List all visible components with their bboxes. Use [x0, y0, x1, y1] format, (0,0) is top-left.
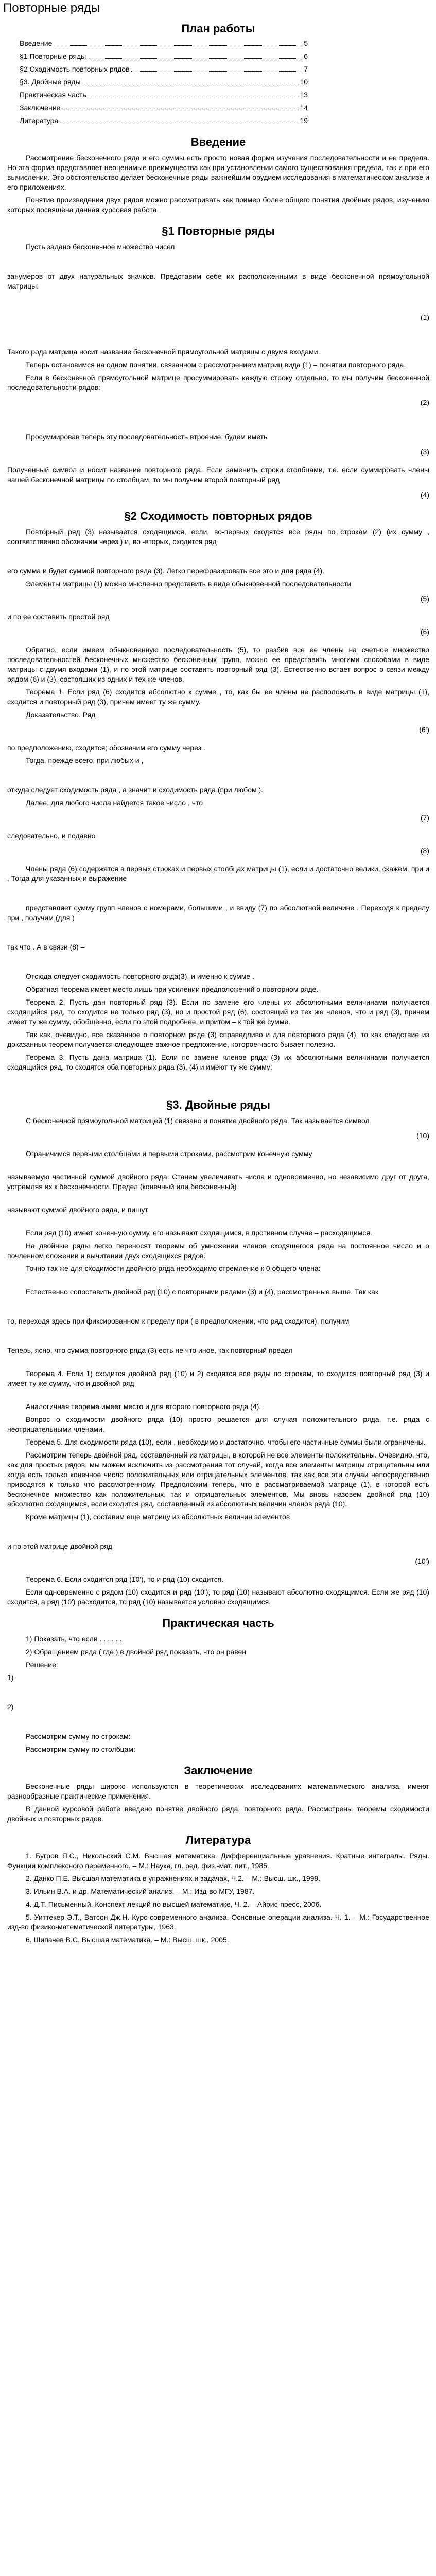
conclusion-heading: Заключение [184, 1764, 253, 1777]
paragraph: Элементы матрицы (1) можно мысленно представить в виде обыкновенной последовательности [26, 580, 352, 588]
equation-number: (3) [420, 448, 429, 456]
paragraph: На двойные ряды легко переносят теоремы об умножении членов сходящегося ряда на постоянное число и о почленном сложении и вычитании двух сходящихся рядов. [7, 1242, 429, 1260]
solution-step: 1) [7, 1673, 14, 1682]
paragraph: Члены ряда (6) содержатся в первых строках и первых столбцах матрицы (1), если и достаточно велики, скажем, при и . Тогда для указанных и выражение [7, 865, 429, 883]
section-1-heading: §1 Повторные ряды [162, 225, 275, 238]
paragraph: Если в бесконечной прямоугольной матрице просуммировать каждую строку отдельно, то мы получим бесконечной последовательности рядов: [7, 374, 429, 392]
plan-heading: План работы [181, 22, 255, 35]
paragraph: Если ряд (10) имеет конечную сумму, его называют сходящимся, в противном случае – расходящимся. [26, 1229, 372, 1237]
toc-leader [82, 77, 299, 84]
toc-item-page: 10 [300, 78, 308, 86]
toc-item-page: 5 [304, 39, 308, 47]
theorem: Теорема 1. Если ряд (6) сходится абсолютно к сумме , то, как бы ее члены не расположить в виде матрицы (1), сходится и повторный ряд (3), причем имеет ту же сумму. [7, 688, 429, 706]
paragraph: Так как, очевидно, все сказанное о повторном ряде (3) справедливо и для повторного ряда (4), то как следствие из доказанных теорем получается следующее важное предложение, которое часто бывает полезно. [7, 1030, 429, 1048]
paragraph: занумеров от двух натуральных значков. Представим себе их расположенными в виде бесконечной прямоугольной матрицы: [7, 272, 429, 290]
exercise: 1) Показать, что если . . . . . . [26, 1635, 122, 1643]
toc-leader [54, 39, 302, 46]
toc-item[interactable] [20, 90, 308, 100]
paragraph: Вопрос о сходимости двойного ряда (10) просто решается для случая положительного ряда, т.е. ряда с неотрицательными членами. [7, 1415, 429, 1433]
exercise: 2) Обращением ряда ( где ) в двойной ряд показать, что он равен [26, 1648, 246, 1656]
toc-item-label: Практическая часть [20, 91, 86, 99]
reference-item: 2. Данко П.Е. Высшая математика в упражнениях и задачах, Ч.2. – М.: Высш. шк., 1999. [26, 1874, 321, 1883]
paragraph: Тогда, прежде всего, при любых и , [26, 756, 144, 765]
paragraph: Далее, для любого числа найдется такое число , что [26, 799, 203, 807]
equation-number: (10') [415, 1557, 429, 1565]
toc-item[interactable] [20, 116, 308, 126]
toc-item-page: 13 [300, 91, 308, 99]
toc-item-label: Заключение [20, 104, 61, 112]
reference-item: 6. Шипачев В.С. Высшая математика. – М.: Высш. шк., 2005. [26, 1936, 229, 1944]
paragraph: и по ее составить простой ряд [7, 613, 110, 621]
paragraph: В данной курсовой работе введено понятие двойного ряда, повторного ряда. Рассмотрены теоремы сходимости двойных и повторных рядов. [7, 1805, 429, 1823]
paragraph: называемую частичной суммой двойного ряда. Станем увеличивать числа и одновременно, но независимо друг от друга, устремляя их к бесконечности. Предел (конечный или бесконечный) [7, 1173, 429, 1191]
paragraph: С бесконечной прямоугольной матрицей (1) связано и понятие двойного ряда. Так называется символ [26, 1116, 370, 1125]
paragraph: и по этой матрице двойной ряд [7, 1542, 112, 1550]
equation-number: (5) [420, 595, 429, 603]
paragraph: так что . А в связи (8) – [7, 943, 85, 951]
paragraph: Просуммировав теперь эту последовательность втроение, будем иметь [26, 433, 268, 441]
literature-heading: Литература [185, 1834, 251, 1846]
paragraph: следовательно, и подавно [7, 832, 96, 840]
paragraph: Теперь, ясно, что сумма повторного ряда (3) есть не что иное, как повторный предел [7, 1346, 293, 1354]
toc-item-page: 19 [300, 116, 308, 125]
equation-number: (6') [419, 725, 429, 734]
reference-list [7, 1851, 429, 1945]
reference-item: 1. Бугров Я.С., Никольский С.М. Высшая математика. Дифференциальные уравнения. Кратные интегралы. Ряды. Функции комплексного переменного. – М.: Наука, гл. ред. физ.-мат. лит., 1985. [7, 1852, 429, 1870]
paragraph: Отсюда следует сходимость повторного ряда(3), и именно к сумме . [26, 972, 254, 980]
paragraph: Кроме матрицы (1), составим еще матрицу из абсолютных величин элементов, [26, 1513, 292, 1521]
paragraph: называют суммой двойного ряда, и пишут [7, 1206, 148, 1214]
reference-item: 3. Ильин В.А. и др. Математический анализ. – М.: Изд-во МГУ, 1987. [26, 1887, 255, 1895]
toc-item-page: 14 [300, 104, 308, 112]
reference-item: 5. Уиттекер Э.Т., Ватсон Дж.Н. Курс современного анализа. Основные операции анализа. Ч. 1. – М.: Государственное изд-во физико-математической литературы, 1963. [7, 1913, 429, 1931]
paragraph: Рассмотрим сумму по столбцам: [26, 1745, 135, 1753]
equation-number: (4) [420, 490, 429, 499]
toc-leader [60, 116, 298, 123]
theorem: Теорема 5. Для сходимости ряда (10), если , необходимо и достаточно, чтобы его частичные суммы были ограничены. [26, 1438, 426, 1446]
toc-leader [88, 52, 302, 59]
page-title: Повторные ряды [3, 1, 100, 15]
toc-leader [88, 90, 299, 97]
paragraph: Ограничимся первыми столбцами и первыми строками, рассмотрим конечную сумму [26, 1149, 312, 1158]
paragraph: Естественно сопоставить двойной ряд (10) с повторными рядами (3) и (4), рассмотренные выше. Так как [26, 1287, 379, 1296]
toc-item[interactable] [20, 77, 308, 87]
toc-leader [62, 103, 298, 110]
paragraph: Повторный ряд (3) называется сходящимся, если, во-первых сходятся все ряды по строкам (2) (их сумму , соответственно обозначим через ) и, во -вторых, сходится ряд [7, 528, 429, 546]
toc-item[interactable] [20, 64, 308, 74]
paragraph: откуда следует сходимость ряда , а значит и сходимость ряда (при любом ). [7, 786, 264, 794]
practice-heading: Практическая часть [162, 1617, 274, 1630]
paragraph: Такого рода матрица носит название бесконечной прямоугольной матрицы с двумя входами. [7, 348, 320, 356]
theorem: Теорема 4. Если 1) сходится двойной ряд (10) и 2) сходятся все ряды по строкам, то сходится повторный ряд (3) и имеет ту же сумму, что и двойной ряд [7, 1369, 429, 1387]
toc-item-page: 7 [304, 65, 308, 73]
paragraph: представляет сумму групп членов с номерами, большими , и ввиду (7) по абсолютной величине . Переходя к пределу при , получим (для ) [7, 904, 429, 922]
equation-number: (6) [420, 628, 429, 636]
equation-number: (8) [420, 846, 429, 855]
paragraph: Рассмотрим теперь двойной ряд, составленный из матрицы, в которой не все элементы положительны. Очевидно, что, как для простых рядов, мы можем исключить из рассмотрения тот случай, когда все элементы матрицы отрицательны или когда есть только конечное число положительных или отрицательных элементов, так как все эти случаи непосредственно приводятся к только что рассмотренному. Предположим теперь, что в рассматриваемой матрице (1), в которой есть бесконечное множество как положительных, так и отрицательных элементов. Мы вновь назовем двойной ряд (10) абсолютно сходящимся, если сходится ряд, составленный из абсолютных величин членов ряда (10). [7, 1451, 429, 1508]
toc-item-label: §3. Двойные ряды [20, 78, 81, 86]
toc-item-label: Введение [20, 39, 53, 47]
section-3-heading: §3. Двойные ряды [166, 1098, 270, 1111]
paragraph: Обратно, если имеем обыкновенную последовательность (5), то разбив все ее члены на счетное множество последовательностей бесконечных множество бесконечных групп, можно ее представить многими способами в виде матрицы с двумя входами (1), и по этой матрице составить повторный ряд (3). Естественно встает вопрос о связи между рядом (6) и (3), состоящих из одних и тех же членов. [7, 646, 429, 683]
paragraph: его сумма и будет суммой повторного ряда (3). Легко перефразировать все это и для ряда (4). [7, 567, 324, 575]
toc-leader [131, 64, 303, 72]
solution-label: Решение: [26, 1660, 58, 1669]
intro-heading: Введение [190, 135, 246, 148]
paragraph: Бесконечные ряды широко используются в теоретических исследованиях математического анализа, имеют разнообразные практические применения. [7, 1782, 429, 1800]
toc-item[interactable] [20, 52, 308, 61]
equation-number: (10) [416, 1131, 429, 1140]
toc-item-label: §2 Сходимость повторных рядов [20, 65, 130, 73]
paragraph: Если одновременно с рядом (10) сходится и ряд (10'), то ряд (10) называют абсолютно сходящимся. Если же ряд (10) сходится, а ряд (10') расходится, то ряд (10) называется условно сходящимся. [7, 1588, 429, 1606]
paragraph: Понятие произведения двух рядов можно рассматривать как пример более общего понятия двойных рядов, изучению которых посвящена данная курсовая работа. [7, 196, 429, 214]
theorem: Теорема 3. Пусть дана матрица (1). Если по замене членов ряда (3) их абсолютными величинами получается сходящийся ряд, то сходятся оба повторных ряда (3), (4) и имеют ту же сумму: [7, 1053, 429, 1071]
reference-item: 4. Д.Т. Письменный. Конспект лекций по высшей математике, Ч. 2. – Айрис-пресс, 2006. [26, 1900, 322, 1908]
paragraph: Доказательство. Ряд [26, 710, 96, 719]
toc-item-label: §1 Повторные ряды [20, 52, 86, 60]
paragraph: Рассмотрение бесконечного ряда и его суммы есть просто новая форма изучения последовательности и ее предела. Но эта форма представляет неоценимые преимущества как при установлении самого существования предела, так и при его вычислении. Это обстоятельство делает бесконечные ряды важнейшим орудием исследования в математическом анализе и его приложениях. [7, 154, 429, 191]
toc-item-page: 6 [304, 52, 308, 60]
solution-step: 2) [7, 1703, 14, 1711]
section-2-heading: §2 Сходимость повторных рядов [124, 510, 312, 522]
paragraph: Полученный символ и носит название повторного ряда. Если заменить строки столбцами, т.е. если суммировать члены нашей бесконечной матрицы по столбцам, то мы получим второй повторный ряд [7, 466, 429, 484]
table-of-contents [20, 39, 308, 126]
equation-number: (7) [420, 814, 429, 822]
paragraph: Рассмотрим сумму по строкам: [26, 1732, 131, 1740]
toc-item[interactable] [20, 103, 308, 113]
paragraph: по предположению, сходится; обозначим его сумму через . [7, 743, 205, 752]
paragraph: Теперь остановимся на одном понятии, связанном с рассмотрением матриц вида (1) – понятии повторного ряда. [26, 361, 406, 369]
paragraph: Точно так же для сходимости двойного ряда необходимо стремление к 0 общего члена: [26, 1264, 321, 1273]
theorem: Теорема 2. Пусть дан повторный ряд (3). Если по замене его члены их абсолютными величинами получается сходящийся ряд, то сходится не только ряд (3), но и простой ряд (6), состоящий из тех же членов, что и ряд (3), причем имеет ту же сумму, обобщённо, если по этой подробнее, и притом – к той же сумме. [7, 998, 429, 1026]
paragraph: Аналогичная теорема имеет место и для второго повторного ряда (4). [26, 1402, 261, 1411]
equation-number: (1) [420, 313, 429, 321]
toc-item[interactable] [20, 39, 308, 48]
paragraph: Обратная теорема имеет место лишь при усилении предположений о повторном ряде. [26, 985, 319, 993]
paragraph: то, переходя здесь при фиксированном к пределу при ( в предположении, что ряд сходится), получим [7, 1317, 350, 1325]
paragraph: Пусть задано бесконечное множество чисел [26, 243, 175, 251]
theorem: Теорема 6. Если сходится ряд (10'), то и ряд (10) сходится. [26, 1575, 224, 1583]
document-body [7, 21, 429, 1948]
toc-item-label: Литература [20, 116, 59, 125]
equation-number: (2) [420, 398, 429, 406]
